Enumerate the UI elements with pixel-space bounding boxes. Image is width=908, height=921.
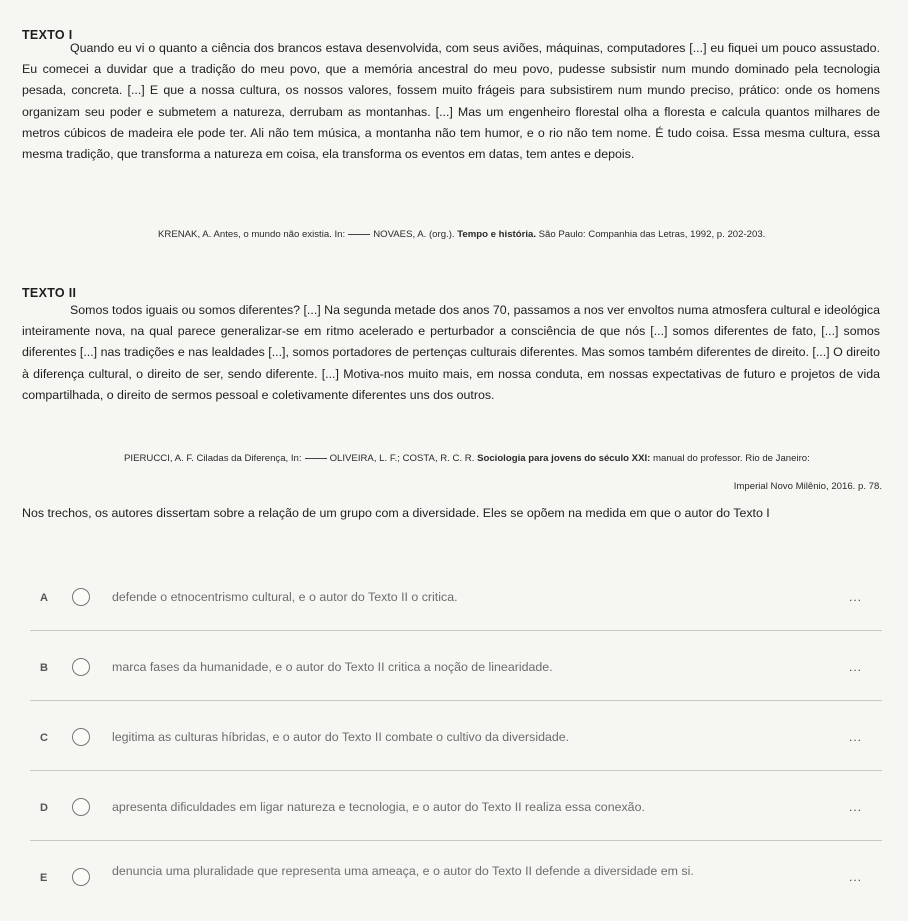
ref-2-blank bbox=[305, 458, 327, 459]
option-b-text: marca fases da humanidade, e o autor do Texto II critica a noção de linearidade. bbox=[112, 660, 553, 674]
texto-1-heading: TEXTO I bbox=[22, 28, 73, 42]
option-a-letter: A bbox=[40, 592, 48, 604]
option-c-radio[interactable] bbox=[72, 728, 90, 746]
ref-1-author: KRENAK, A. Antes, o mundo não existia. In: bbox=[158, 229, 346, 240]
option-c[interactable] bbox=[30, 710, 882, 771]
ref-2-publisher-b: Imperial Novo Milênio, 2016. p. 78. bbox=[733, 481, 882, 492]
ref-1-blank bbox=[348, 234, 370, 235]
option-e[interactable] bbox=[30, 850, 882, 910]
option-c-letter: C bbox=[40, 732, 48, 744]
ref-2-title: Sociologia para jovens do século XXI: bbox=[477, 453, 651, 464]
texto-2-reference bbox=[124, 453, 810, 464]
texto-2-heading: TEXTO II bbox=[22, 286, 77, 300]
option-e-text: denuncia uma pluralidade que representa uma ameaça, e o autor do Texto II defende a diversidade em si. bbox=[112, 864, 694, 878]
option-d-letter: D bbox=[40, 802, 48, 814]
option-e-radio[interactable] bbox=[72, 868, 90, 886]
texto-1-body: Quando eu vi o quanto a ciência dos brancos estava desenvolvida, com seus aviões, máquinas, computadores [...] eu fiquei um pouco assustado. Eu comecei a duvidar que a tradição do meu povo, que a memória ancestral do meu povo, pudesse subsistir num mundo dominado pela tecnologia pesada, concreta. [...] E que a nossa cultura, os nossos valores, fossem muito frágeis para subsistirem num mundo preciso, prático: onde os homens organizam seu poder e submetem a natureza, derrubam as montanhas. [...] Mas um engenheiro florestal olha a floresta e calcula quantos milhares de metros cúbicos de madeira ele pode ter. Ali não tem música, a montanha não tem humor, e o rio não tem nome. É tudo coisa. Essa mesma cultura, essa mesma tradição, que transforma a natureza em coisa, ela transforma os eventos em datas, tem antes e depois. bbox=[22, 41, 880, 162]
option-e-more-icon[interactable]: ... bbox=[848, 870, 862, 884]
question-prompt: Nos trechos, os autores dissertam sobre a relação de um grupo com a diversidade. Eles se opõem na medida em que o autor do Texto I bbox=[22, 506, 770, 520]
option-b-letter: B bbox=[40, 662, 48, 674]
option-d-more-icon[interactable]: ... bbox=[848, 800, 862, 814]
option-c-more-icon[interactable]: ... bbox=[848, 730, 862, 744]
option-d-text: apresenta dificuldades em ligar natureza e tecnologia, e o autor do Texto II realiza essa conexão. bbox=[112, 800, 645, 814]
option-a-text: defende o etnocentrismo cultural, e o autor do Texto II o critica. bbox=[112, 590, 458, 604]
ref-2-author: PIERUCCI, A. F. Ciladas da Diferença, In: bbox=[124, 453, 302, 464]
option-d-radio[interactable] bbox=[72, 798, 90, 816]
option-b-more-icon[interactable]: ... bbox=[848, 660, 862, 674]
ref-1-publisher: São Paulo: Companhia das Letras, 1992, p. 202-203. bbox=[538, 229, 766, 240]
option-a-more-icon[interactable]: ... bbox=[848, 590, 862, 604]
ref-1-source: NOVAES, A. (org.). bbox=[373, 229, 455, 240]
option-e-letter: E bbox=[40, 872, 48, 884]
texto-1-reference bbox=[158, 229, 765, 240]
texto-2-body: Somos todos iguais ou somos diferentes? [...] Na segunda metade dos anos 70, passamos a nos ver envoltos numa atmosfera cultural e ideológica inteiramente nova, na qual parece generalizar-se em ritmo acelerado e perturbador a consciência de que nós [...] somos diferentes de fato, [...] somos diferentes [...] nas tradições e nas lealdades [...], somos portadores de pertenças culturais diferentes. Mas somos também diferentes de direito. [...] O direito à diferença cultural, o direito de ser, sendo diferente. [...] Motiva-nos muito mais, em nossa conduta, em nossas expectativas de futuro e projetos de vida compartilhada, o direito de sermos pessoal e coletivamente diferentes uns dos outros. bbox=[22, 303, 880, 402]
option-a-radio[interactable] bbox=[72, 588, 90, 606]
ref-2-publisher-a: manual do professor. Rio de Janeiro: bbox=[653, 453, 810, 464]
option-a[interactable] bbox=[30, 570, 882, 631]
ref-1-title: Tempo e história. bbox=[457, 229, 536, 240]
ref-2-source: OLIVEIRA, L. F.; COSTA, R. C. R. bbox=[329, 453, 475, 464]
option-b[interactable] bbox=[30, 640, 882, 701]
option-d[interactable] bbox=[30, 780, 882, 841]
option-c-text: legitima as culturas híbridas, e o autor do Texto II combate o cultivo da diversidade. bbox=[112, 730, 570, 744]
option-b-radio[interactable] bbox=[72, 658, 90, 676]
